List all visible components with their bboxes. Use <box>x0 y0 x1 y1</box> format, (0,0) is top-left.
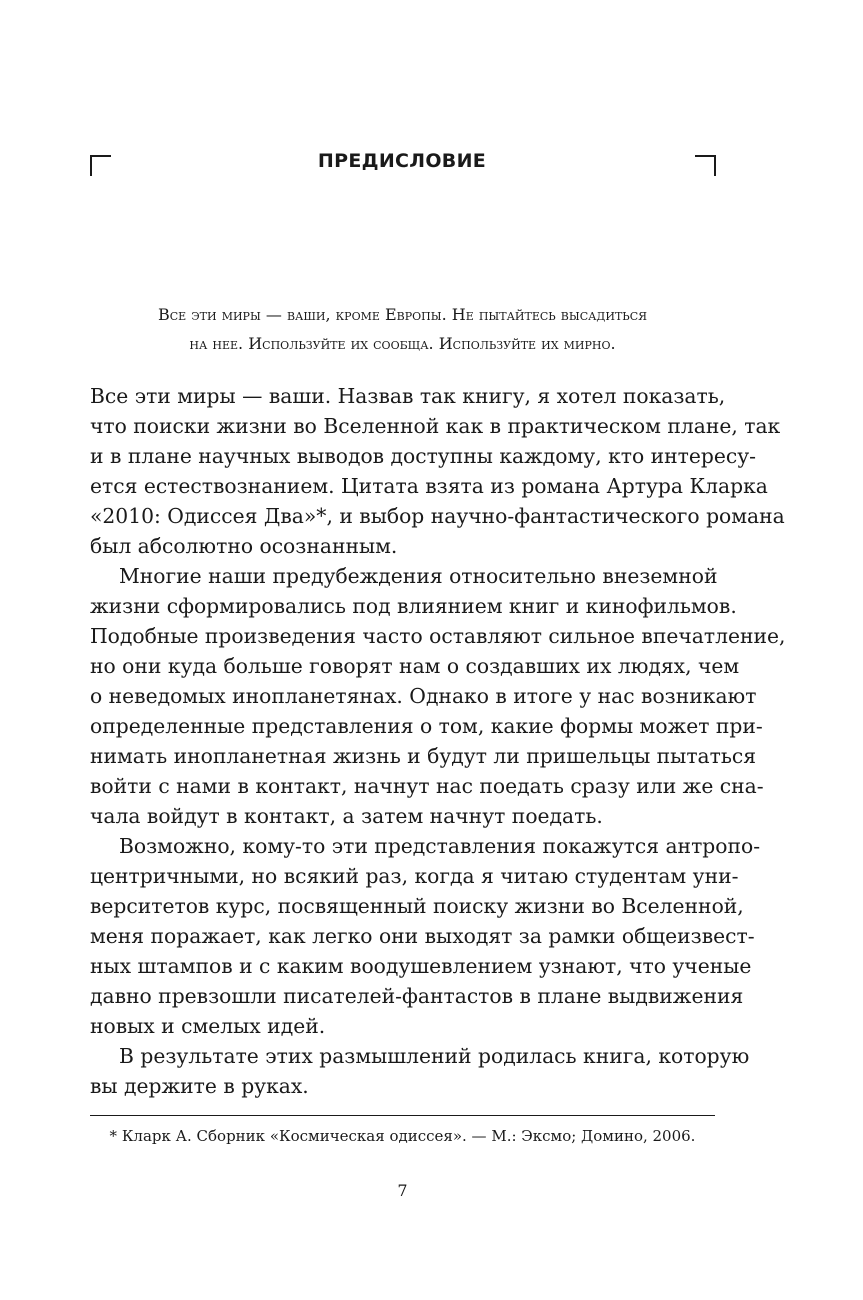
text-row <box>90 651 740 681</box>
text-row <box>90 411 781 441</box>
footnote-divider <box>90 1115 715 1116</box>
text-row <box>90 951 752 981</box>
text-row <box>90 471 768 501</box>
text-line: центричными, но всякий раз, когда я читаю студентам уни- <box>90 864 739 888</box>
text-row <box>90 681 757 711</box>
text-line: ется естествознанием. Цитата взята из романа Артура Кларка <box>90 474 768 498</box>
text-line: В результате этих размышлений родилась книга, которую <box>119 1044 750 1068</box>
text-line: вы держите в руках. <box>90 1074 309 1098</box>
text-row <box>90 831 761 861</box>
text-row <box>90 801 715 831</box>
paragraph <box>90 381 785 561</box>
text-line: что поиски жизни во Вселенной как в практическом плане, так <box>90 414 781 438</box>
text-line: новых и смелых идей. <box>90 1014 326 1038</box>
text-line: Многие наши предубеждения относительно внеземной <box>119 564 718 588</box>
epigraph-line: на нее. Используйте их сообща. Используйте их мирно. <box>189 334 616 353</box>
text-line: был абсолютно осознанным. <box>90 534 398 558</box>
text-line: «2010: Одиссея Два»*, и выбор научно-фантастического романа <box>90 504 785 528</box>
body-text <box>90 381 786 1101</box>
page-number: 7 <box>397 1181 408 1200</box>
text-row <box>90 771 764 801</box>
text-row <box>90 381 726 411</box>
text-line: определенные представления о том, какие формы может при- <box>90 714 763 738</box>
text-row <box>90 741 757 771</box>
text-row <box>90 531 715 561</box>
text-row <box>90 1041 750 1071</box>
text-line: и в плане научных выводов доступны каждому, кто интересу- <box>90 444 757 468</box>
text-row <box>90 441 757 471</box>
text-row <box>90 501 785 531</box>
text-row <box>90 1071 715 1101</box>
text-line: меня поражает, как легко они выходят за рамки общеизвест- <box>90 924 755 948</box>
text-row <box>90 861 739 891</box>
text-row <box>90 561 718 591</box>
text-row <box>90 891 744 921</box>
paragraph <box>90 561 786 831</box>
text-row <box>90 1011 715 1041</box>
text-line: верситетов курс, посвященный поиску жизни во Вселенной, <box>90 894 744 918</box>
text-line: давно превзошли писателей-фантастов в плане выдвижения <box>90 984 744 1008</box>
text-line: но они куда больше говорят нам о создавших их людях, чем <box>90 654 740 678</box>
text-line: жизни сформировались под влиянием книг и кинофильмов. <box>90 594 737 618</box>
epigraph <box>90 300 715 358</box>
text-row <box>90 621 786 651</box>
paragraph <box>90 831 761 1041</box>
text-line: войти с нами в контакт, начнут нас поедать сразу или же сна- <box>90 774 764 798</box>
footnote: * Кларк А. Сборник «Космическая одиссея». — М.: Эксмо; Домино, 2006. <box>109 1127 696 1145</box>
paragraph <box>90 1041 750 1101</box>
text-line: о неведомых инопланетянах. Однако в итоге у нас возникают <box>90 684 757 708</box>
epigraph-line: Все эти миры — ваши, кроме Европы. Не пытайтесь высадиться <box>157 305 648 324</box>
text-line: нимать инопланетная жизнь и будут ли пришельцы пытаться <box>90 744 757 768</box>
text-line: чала войдут в контакт, а затем начнут поедать. <box>90 804 603 828</box>
text-row <box>90 591 737 621</box>
text-row <box>90 921 755 951</box>
text-line: Возможно, кому-то эти представления покажутся антропо- <box>119 834 761 858</box>
text-line: Все эти миры — ваши. Назвав так книгу, я хотел показать, <box>90 384 726 408</box>
text-line: ных штампов и с каким воодушевлением узнают, что ученые <box>90 954 752 978</box>
chapter-title: ПРЕДИСЛОВИЕ <box>317 150 487 172</box>
text-row <box>90 981 744 1011</box>
text-row <box>90 711 763 741</box>
text-line: Подобные произведения часто оставляют сильное впечатление, <box>90 624 786 648</box>
